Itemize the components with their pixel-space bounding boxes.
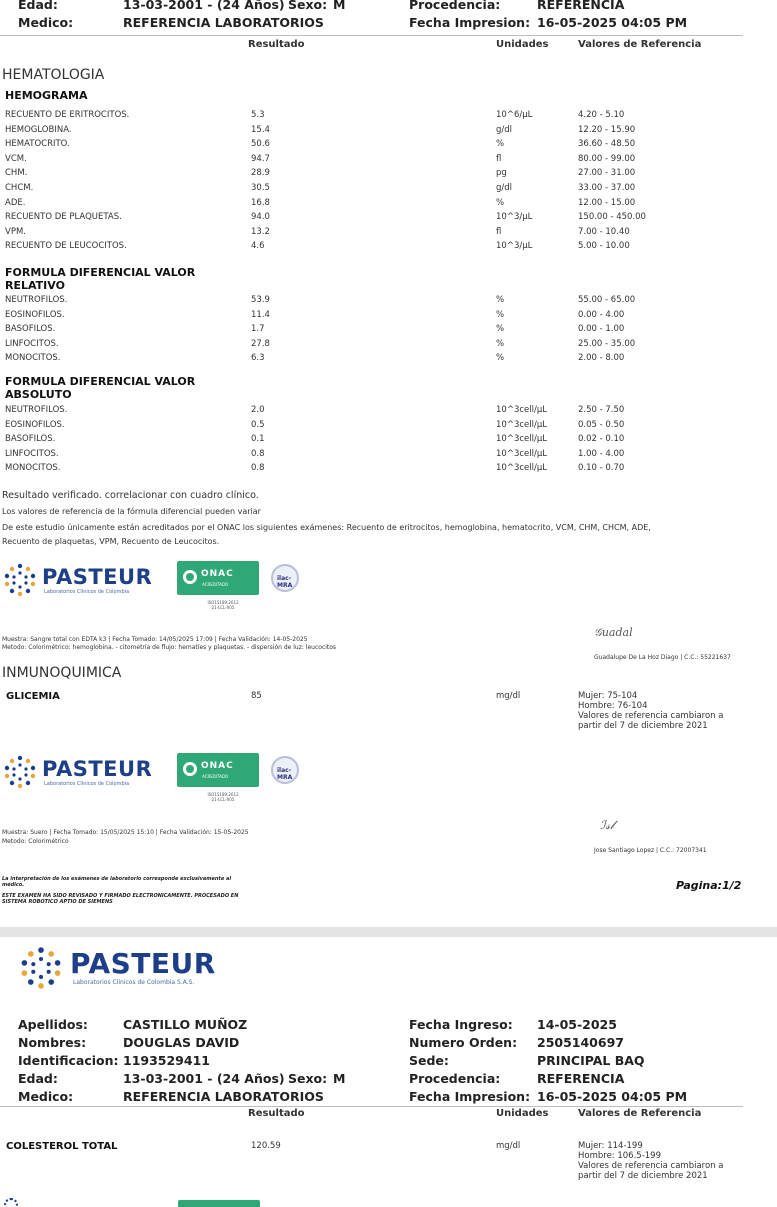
test-result: 28.9 xyxy=(251,168,270,179)
col-resultado-2: Resultado xyxy=(248,1108,305,1119)
pasteur-wordmark: PASTEUR xyxy=(42,565,153,589)
test-unit: 10^3cell/µL xyxy=(496,463,547,474)
fecha-impresion-value: 16-05-2025 04:05 PM xyxy=(537,15,688,30)
test-name: HEMOGLOBINA. xyxy=(5,124,72,135)
test-reference: 150.00 - 450.00 xyxy=(578,212,646,223)
glicemia-unit: mg/dl xyxy=(496,691,521,701)
test-result: 53.9 xyxy=(251,295,270,305)
medico-value: REFERENCIA LABORATORIOS xyxy=(123,15,324,30)
sexo-label: Sexo: xyxy=(288,0,328,12)
hematologia-metodo: Metodo: Colorimétrico: hemoglobina. - citometría de flujo: hematíes y plaquetas. - dispersión de luz: leucocitos xyxy=(2,644,337,651)
sexo-label-2: Sexo: xyxy=(288,1071,328,1086)
colesterol-ref-2: Hombre: 106.5-199 xyxy=(578,1151,661,1161)
numero-orden-value: 2505140697 xyxy=(537,1035,624,1050)
onac-title: ONAC xyxy=(201,569,234,579)
colesterol-unit: mg/dl xyxy=(496,1141,521,1151)
procedencia-value: REFERENCIA xyxy=(537,0,625,12)
test-reference: 4.20 - 5.10 xyxy=(578,110,625,120)
fecha-ingreso-label: Fecha Ingreso: xyxy=(409,1017,513,1032)
test-name: ADE. xyxy=(5,197,26,208)
absoluto-title-line1: FORMULA DIFERENCIAL VALOR xyxy=(5,375,196,388)
col-unidades-2: Unidades xyxy=(496,1108,549,1119)
onac-certificate-2: ISO15189:2012 21-LCL-005 xyxy=(207,792,239,802)
test-result: 11.4 xyxy=(251,309,270,320)
test-reference: 12.00 - 15.00 xyxy=(578,197,636,208)
sexo-value-2: M xyxy=(333,1071,346,1086)
test-unit: g/dl xyxy=(496,124,513,135)
test-unit: % xyxy=(496,353,505,364)
pasteur-wordmark: PASTEUR xyxy=(42,757,153,781)
fecha-impresion-label-2: Fecha Impresion: xyxy=(409,1089,531,1104)
medico-label-2: Medico: xyxy=(18,1089,74,1104)
test-reference: 0.00 - 1.00 xyxy=(578,324,625,335)
colesterol-result: 120.59 xyxy=(251,1141,281,1151)
fecha-impresion-value-2: 16-05-2025 04:05 PM xyxy=(537,1089,688,1104)
test-result: 0.5 xyxy=(251,419,265,430)
pasteur-logo xyxy=(2,562,172,598)
note-valores-variar: Los valores de referencia de la fórmula diferencial pueden variar xyxy=(2,507,261,516)
test-name: MONOCITOS. xyxy=(5,463,61,474)
test-result: 1.7 xyxy=(251,324,265,335)
onac-badge xyxy=(177,561,259,595)
test-unit: % xyxy=(496,139,505,150)
pasteur-wordmark: PASTEUR xyxy=(70,947,216,980)
disclaimer-1: La interpretación de los exámenes de laboratorio corresponde exclusivamente al médico. xyxy=(2,876,232,888)
sede-label: Sede: xyxy=(409,1053,449,1068)
test-unit: fl xyxy=(496,226,502,237)
procedencia-value-2: REFERENCIA xyxy=(537,1071,625,1086)
test-reference: 36.60 - 48.50 xyxy=(578,139,636,150)
test-result: 27.8 xyxy=(251,338,270,349)
header-divider xyxy=(0,35,743,36)
nombres-value: DOUGLAS DAVID xyxy=(123,1035,240,1050)
test-name: RECUENTO DE PLAQUETAS. xyxy=(5,212,122,223)
onac-certificate: ISO15189:2012 21-LCL-005 xyxy=(207,600,239,610)
test-reference: 80.00 - 99.00 xyxy=(578,153,636,164)
test-reference: 25.00 - 35.00 xyxy=(578,338,636,349)
apellidos-label: Apellidos: xyxy=(18,1017,88,1032)
onac-ring-icon xyxy=(183,762,197,776)
test-name: CHCM. xyxy=(5,183,34,193)
disclaimer-2: ESTE EXAMEN HA SIDO REVISADO Y FIRMADO ELECTRONICAMENTE. PROCESADO EN SISTEMA ROBOTICO APTIO DE SIEMENS xyxy=(2,893,239,905)
test-result: 0.8 xyxy=(251,448,265,459)
pasteur-tagline: Laboratorios Clínicos de Colombia S.A.S. xyxy=(73,979,195,986)
test-result: 6.3 xyxy=(251,353,265,364)
col-valores-referencia-2: Valores de Referencia xyxy=(578,1108,702,1119)
test-name: CHM. xyxy=(5,168,28,179)
page-number: Pagina:1/2 xyxy=(676,879,742,892)
test-reference: 12.20 - 15.90 xyxy=(578,124,636,135)
glicemia-ref-1: Mujer: 75-104 xyxy=(578,691,638,701)
firma-2: Jose Santiago Lopez | C.C.: 72007341 xyxy=(594,847,707,854)
header-divider-2 xyxy=(0,1106,743,1107)
test-result: 15.4 xyxy=(251,124,270,135)
onac-badge-2 xyxy=(177,753,259,787)
test-reference: 27.00 - 31.00 xyxy=(578,168,636,179)
test-unit: % xyxy=(496,309,505,320)
apellidos-value: CASTILLO MUÑOZ xyxy=(123,1017,248,1032)
glicemia-ref-3: Valores de referencia cambiaron a xyxy=(578,711,724,721)
test-reference: 5.00 - 10.00 xyxy=(578,241,630,252)
fecha-ingreso-value: 14-05-2025 xyxy=(537,1017,617,1032)
ilac-logo-icon: ilac-MRA xyxy=(271,756,299,784)
relativo-title-line1: FORMULA DIFERENCIAL VALOR xyxy=(5,266,196,279)
inmuno-metodo: Metodo: Colorimétrico xyxy=(2,838,69,845)
test-unit: 10^3cell/µL xyxy=(496,434,547,445)
test-name: BASOFILOS. xyxy=(5,324,56,335)
procedencia-label: Procedencia: xyxy=(409,0,501,12)
ilac-logo-icon: ilac-MRA xyxy=(271,564,299,592)
pasteur-tagline: Laboratorios Clínicos de Colombia xyxy=(44,781,130,787)
glicemia-result: 85 xyxy=(251,691,262,701)
test-name: RECUENTO DE LEUCOCITOS. xyxy=(5,241,127,252)
onac-ring-icon xyxy=(183,570,197,584)
test-unit: 10^3/µL xyxy=(496,241,533,252)
colesterol-name: COLESTEROL TOTAL xyxy=(6,1141,118,1152)
test-reference: 1.00 - 4.00 xyxy=(578,448,625,459)
test-result: 30.5 xyxy=(251,183,270,193)
pasteur-tagline: Laboratorios Clínicos de Colombia xyxy=(44,589,130,595)
pasteur-logo-page2 xyxy=(18,945,258,991)
medico-value-2: REFERENCIA LABORATORIOS xyxy=(123,1089,324,1104)
test-reference: 55.00 - 65.00 xyxy=(578,295,636,305)
test-result: 4.6 xyxy=(251,241,265,252)
test-unit: % xyxy=(496,295,505,305)
edad-value-2: 13-03-2001 - (24 Años) xyxy=(123,1071,285,1086)
test-result: 0.8 xyxy=(251,463,265,474)
pasteur-logo-2 xyxy=(2,754,172,790)
test-name: BASOFILOS. xyxy=(5,434,56,445)
firma-1: Guadalupe De La Hoz Diago | C.C.: 55221637 xyxy=(594,654,731,661)
onac-acreditado: ACREDITADO xyxy=(202,774,229,779)
procedencia-label-2: Procedencia: xyxy=(409,1071,501,1086)
col-valores-referencia: Valores de Referencia xyxy=(578,39,702,50)
test-unit: 10^3cell/µL xyxy=(496,448,547,459)
edad-label-2: Edad: xyxy=(18,1071,58,1086)
edad-value: 13-03-2001 - (24 Años) xyxy=(123,0,285,12)
pasteur-emblem-partial-icon xyxy=(4,1198,18,1207)
hematologia-muestra: Muestra: Sangre total con EDTA k3 | Fecha Tomado: 14/05/2025 17:09 | Fecha Validación: 14-05-2025 xyxy=(2,636,308,643)
test-name: VPM. xyxy=(5,226,26,237)
test-result: 50.6 xyxy=(251,139,270,150)
test-unit: pg xyxy=(496,168,507,179)
relativo-title-line2: RELATIVO xyxy=(5,279,65,292)
test-result: 2.0 xyxy=(251,405,265,415)
onac-title: ONAC xyxy=(201,761,234,771)
test-reference: 7.00 - 10.40 xyxy=(578,226,630,237)
sede-value: PRINCIPAL BAQ xyxy=(537,1053,645,1068)
fecha-impresion-label: Fecha Impresion: xyxy=(409,15,531,30)
test-name: VCM. xyxy=(5,153,27,164)
colesterol-ref-3: Valores de referencia cambiaron a xyxy=(578,1161,724,1171)
onac-badge-partial xyxy=(178,1200,260,1207)
test-reference: 33.00 - 37.00 xyxy=(578,183,636,193)
test-result: 94.7 xyxy=(251,153,270,164)
test-reference: 0.00 - 4.00 xyxy=(578,309,625,320)
medico-label: Medico: xyxy=(18,15,74,30)
test-reference: 2.50 - 7.50 xyxy=(578,405,625,415)
inmuno-muestra: Muestra: Suero | Fecha Tomado: 15/05/2025 15:10 | Fecha Validación: 15-05-2025 xyxy=(2,829,249,836)
pasteur-emblem-icon xyxy=(18,945,64,991)
test-unit: % xyxy=(496,338,505,349)
test-unit: % xyxy=(496,197,505,208)
test-result: 16.8 xyxy=(251,197,270,208)
col-resultado: Resultado xyxy=(248,39,305,50)
test-reference: 0.05 - 0.50 xyxy=(578,419,625,430)
note-onac-2: Recuento de plaquetas, VPM, Recuento de Leucocitos. xyxy=(2,537,220,546)
signature-2-icon: ℐ𝓈𝓁 xyxy=(600,818,615,832)
note-verificado: Resultado verificado. correlacionar con cuadro clínico. xyxy=(2,490,259,501)
test-name: LINFOCITOS. xyxy=(5,338,59,349)
onac-acreditado: ACREDITADO xyxy=(202,582,229,587)
test-reference: 2.00 - 8.00 xyxy=(578,353,625,364)
glicemia-name: GLICEMIA xyxy=(6,691,60,702)
edad-label: Edad: xyxy=(18,0,58,12)
test-name: NEUTROFILOS. xyxy=(5,295,68,305)
test-reference: 0.02 - 0.10 xyxy=(578,434,625,445)
test-name: RECUENTO DE ERITROCITOS. xyxy=(5,110,130,120)
colesterol-ref-4: partir del 7 de diciembre 2021 xyxy=(578,1171,708,1181)
section-inmunoquimica: INMUNOQUIMICA xyxy=(2,665,122,681)
identificacion-value: 1193529411 xyxy=(123,1053,210,1068)
test-reference: 0.10 - 0.70 xyxy=(578,463,625,474)
numero-orden-label: Numero Orden: xyxy=(409,1035,518,1050)
col-unidades: Unidades xyxy=(496,39,549,50)
test-unit: 10^3/µL xyxy=(496,212,533,223)
test-result: 0.1 xyxy=(251,434,265,445)
glicemia-ref-4: partir del 7 de diciembre 2021 xyxy=(578,721,708,731)
page-separator xyxy=(0,927,777,937)
hemograma-title: HEMOGRAMA xyxy=(5,89,88,102)
note-onac-1: De este estudio únicamente están acreditados por el ONAC los siguientes exámenes: Recuento de eritrocitos, hemoglobina, hematocrito, VCM, CHM, CHCM, ADE, xyxy=(2,523,651,532)
test-result: 13.2 xyxy=(251,226,270,237)
test-name: LINFOCITOS. xyxy=(5,448,59,459)
test-unit: 10^3cell/µL xyxy=(496,419,547,430)
pasteur-emblem-icon xyxy=(2,754,38,790)
identificacion-label: Identificacion: xyxy=(18,1053,119,1068)
test-name: MONOCITOS. xyxy=(5,353,61,364)
test-result: 94.0 xyxy=(251,212,270,223)
test-name: EOSINOFILOS. xyxy=(5,419,65,430)
signature-1-icon: 𝒢uadal xyxy=(594,626,633,639)
test-unit: 10^3cell/µL xyxy=(496,405,547,415)
test-name: HEMATOCRITO. xyxy=(5,139,70,150)
glicemia-ref-2: Hombre: 76-104 xyxy=(578,701,648,711)
test-name: NEUTROFILOS. xyxy=(5,405,68,415)
test-name: EOSINOFILOS. xyxy=(5,309,65,320)
nombres-label: Nombres: xyxy=(18,1035,87,1050)
sexo-value: M xyxy=(333,0,346,12)
section-hematologia: HEMATOLOGIA xyxy=(2,67,105,83)
pasteur-emblem-icon xyxy=(2,562,38,598)
colesterol-ref-1: Mujer: 114-199 xyxy=(578,1141,643,1151)
test-unit: g/dl xyxy=(496,183,513,193)
test-unit: % xyxy=(496,324,505,335)
absoluto-title-line2: ABSOLUTO xyxy=(5,388,72,401)
test-unit: fl xyxy=(496,153,502,164)
test-unit: 10^6/µL xyxy=(496,110,533,120)
test-result: 5.3 xyxy=(251,110,265,120)
